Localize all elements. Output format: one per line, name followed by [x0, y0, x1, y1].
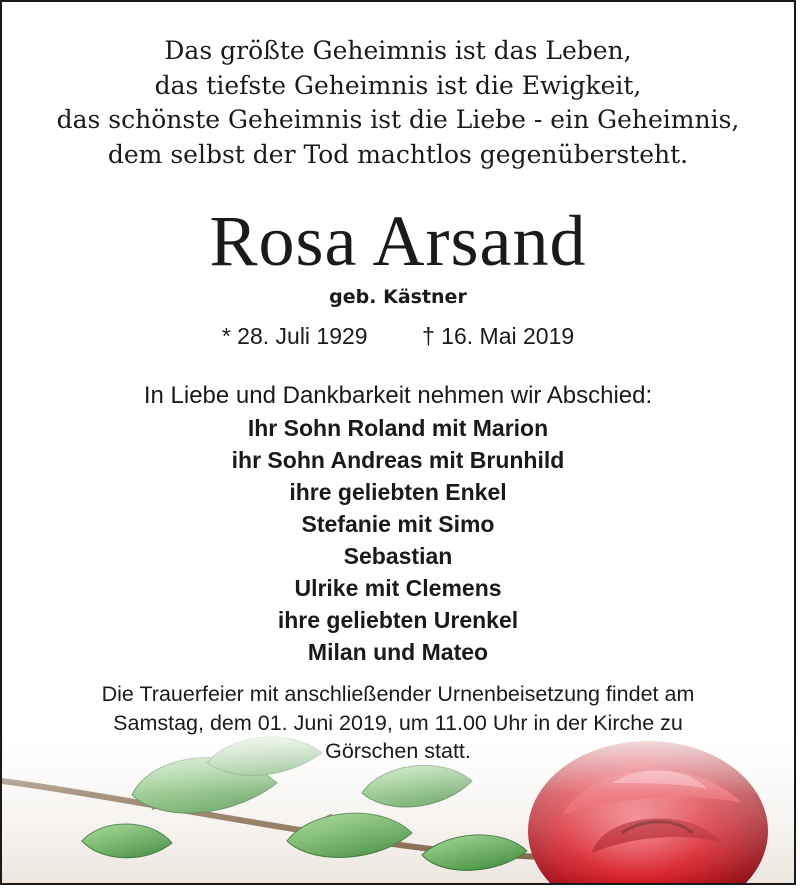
farewell-intro: In Liebe und Dankbarkeit nehmen wir Abschied: — [143, 382, 653, 409]
funeral-service-info — [2, 680, 794, 766]
mourner-line: Milan und Mateo — [307, 639, 489, 665]
life-dates — [2, 321, 794, 351]
death-date: † 16. Mai 2019 — [422, 323, 575, 349]
mourner-line: Ulrike mit Clemens — [294, 575, 502, 601]
service-line: Samstag, dem 01. Juni 2019, um 11.00 Uhr in der Kirche zu — [113, 710, 683, 735]
poem-line: das tiefste Geheimnis ist die Ewigkeit, — [154, 70, 642, 100]
poem-line: Das größte Geheimnis ist das Leben, — [164, 36, 632, 65]
mourner-line: Stefanie mit Simo — [301, 511, 495, 537]
poem-line: das schönste Geheimnis ist die Liebe - ein Geheimnis, — [56, 105, 740, 134]
memorial-poem — [2, 34, 794, 172]
birth-name: geb. Kästner — [329, 286, 467, 308]
service-line: Die Trauerfeier mit anschließender Urnenbeisetzung findet am — [101, 682, 695, 706]
mourner-line: Ihr Sohn Roland mit Marion — [247, 415, 549, 441]
mourner-line: ihre geliebten Enkel — [289, 479, 507, 505]
mourner-line: Sebastian — [343, 543, 453, 569]
mourners-list — [2, 380, 794, 668]
birth-date: * 28. Juli 1929 — [221, 323, 368, 349]
service-line: Görschen statt. — [325, 739, 471, 763]
mourner-line: ihre geliebten Urenkel — [277, 607, 519, 633]
mourner-line: ihr Sohn Andreas mit Brunhild — [231, 447, 565, 473]
poem-line: dem selbst der Tod machtlos gegenübersteht. — [107, 139, 689, 169]
deceased-name: Rosa Arsand — [209, 201, 587, 281]
